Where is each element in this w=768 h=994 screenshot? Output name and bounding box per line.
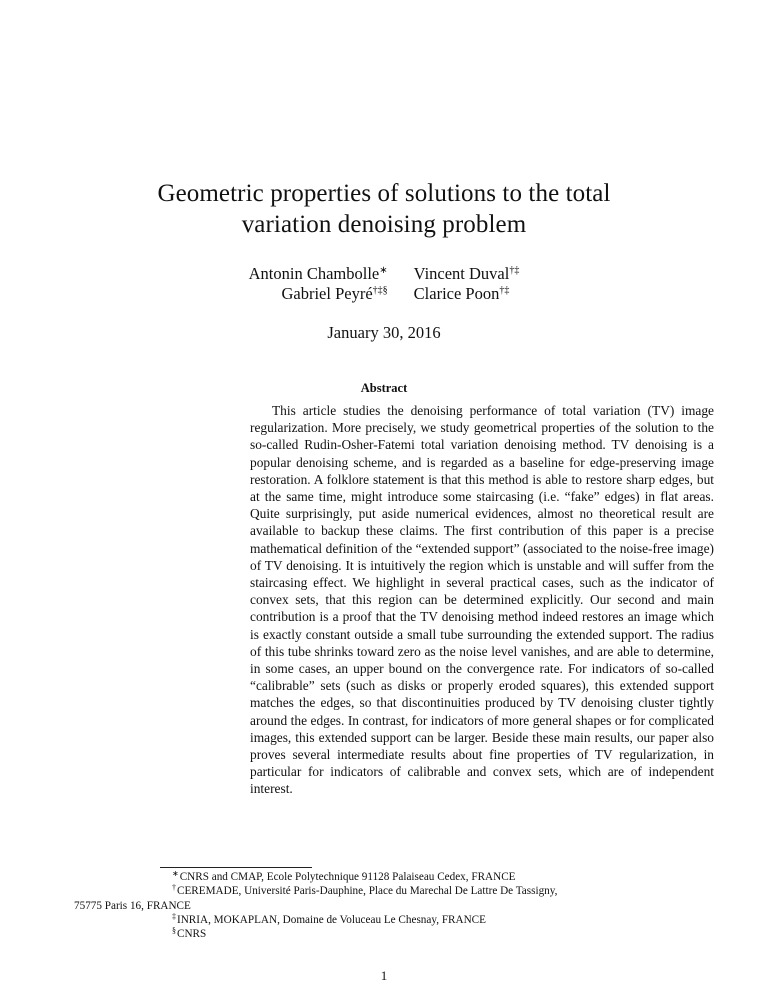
abstract-heading: Abstract (360, 381, 408, 395)
affiliation-marks: †‡ (499, 285, 510, 296)
affiliation-marks: †‡§ (372, 285, 388, 296)
footnote-text: CNRS (177, 928, 207, 941)
paper-date: January 30, 2016 (327, 323, 441, 342)
title-line-1: Geometric properties of solutions to the total (157, 180, 611, 207)
footnote-1 (160, 870, 768, 884)
footnotes (74, 869, 768, 941)
author-chambolle (249, 264, 388, 284)
title-line-2: variation denoising problem (241, 211, 527, 238)
author-column-left (249, 264, 388, 304)
footnote-2-continued (74, 899, 768, 913)
footnote-text: CNRS and CMAP, Ecole Polytechnique 91128 Palaiseau Cedex, FRANCE (179, 871, 516, 883)
author-name: Gabriel Peyré (281, 284, 373, 303)
footnote-mark: † (172, 883, 176, 893)
footnote-4 (160, 927, 768, 941)
author-peyre (249, 284, 388, 304)
footnote-mark: ‡ (172, 911, 176, 921)
author-name: Vincent Duval (413, 264, 510, 283)
author-name: Clarice Poon (413, 284, 500, 303)
footnote-mark: ∗ (172, 869, 179, 878)
footnote-3 (160, 913, 768, 927)
author-poon (414, 284, 520, 304)
footnote-mark: § (172, 926, 176, 936)
page-number: 1 (380, 968, 388, 983)
author-block (0, 264, 768, 304)
author-name: Antonin Chambolle (248, 264, 380, 283)
affiliation-marks: ∗ (379, 265, 388, 276)
author-duval (414, 264, 520, 284)
footnote-rule (160, 867, 312, 868)
abstract-body: This article studies the denoising performance of total variation (TV) image regularization. More precisely, we study geometrical properties of the solution to the so-called Rudin-Osher-Fatemi total variation denoising method. TV denoising is a popular denoising scheme, and is regarded as a baseline for edge-preserving image restoration. A folklore statement is that this method is able to restore sharp edges, but at the same time, might introduce some staircasing (i.e. “fake” edges) in flat areas. Quite surprisingly, put aside numerical evidences, almost no theoretical result are available to backup these claims. The first contribution of this paper is a precise mathematical definition of the “extended support” (associated to the noise-free image) of TV denoising. It is intuitively the region which is unstable and will suffer from the staircasing effect. We highlight in several practical cases, such as the indicator of convex sets, that this region can be determined explicitly. Our second and main contribution is a proof that the TV denoising method indeed restores an image which is exactly constant outside a small tube surrounding the extended support. The radius of this tube shrinks toward zero as the noise level vanishes, and are able to determine, in some cases, an upper bound on the convergence rate. For indicators of so-called “calibrable” sets (such as disks or properly eroded squares), this extended support matches the edges, so that discontinuities produced by TV denoising cluster tightly around the edges. In contrast, for indicators of more general shapes or for complicated images, this extended support can be larger. Beside these main results, our paper also proves several intermediate results about fine properties of TV regularization, in particular for indicators of calibrable and convex sets, which are of independent interest. (250, 403, 714, 797)
affiliation-marks: †‡ (509, 265, 520, 276)
footnote-text: INRIA, MOKAPLAN, Domaine de Voluceau Le Chesnay, FRANCE (177, 913, 486, 926)
author-column-right (414, 264, 520, 304)
footnote-text: CEREMADE, Université Paris-Dauphine, Place du Marechal De Lattre De Tassigny, (177, 885, 558, 898)
footnote-2 (160, 884, 768, 898)
footnote-text: 75775 Paris 16, FRANCE (74, 899, 191, 912)
paper-title (0, 178, 768, 240)
